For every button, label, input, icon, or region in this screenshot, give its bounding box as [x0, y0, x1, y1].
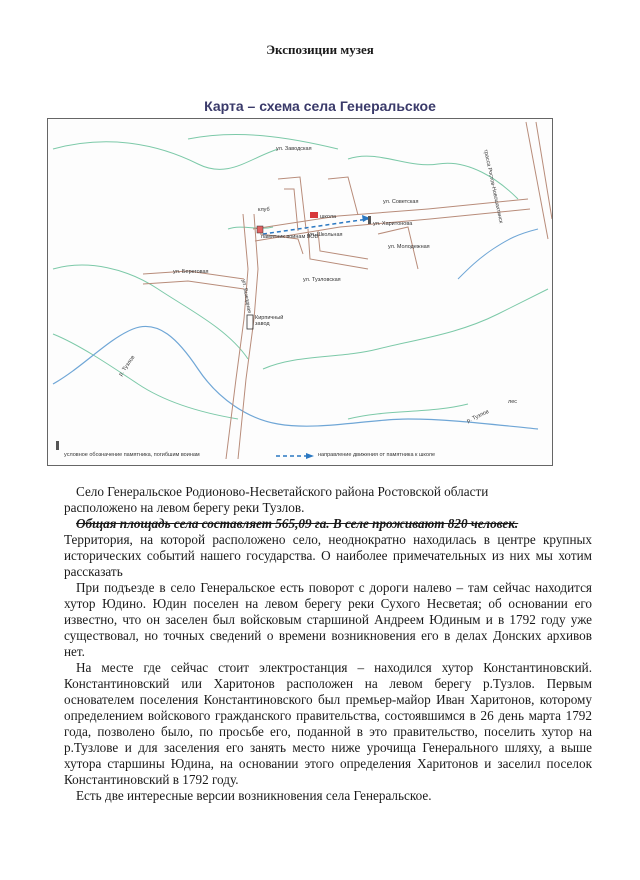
map-label-pamyatnik: памятник воинам ВОВ — [261, 234, 319, 240]
map-label-kirpichniy: Кирпичный завод — [255, 315, 284, 327]
map-label-tuzlov-river-2: р. Тузлов — [466, 409, 490, 425]
map-label-molodezhnaya: ул. Молодежная — [388, 244, 430, 250]
street-road — [328, 177, 358, 215]
river-line — [458, 229, 538, 279]
map-label-tuzlov-river: р. Тузлов — [118, 354, 137, 378]
paragraph-1-line-1: Село Генеральское Родионово-Несветайского района Ростовской области — [76, 484, 489, 499]
map-label-zavodskaya: ул. Заводская — [276, 146, 312, 152]
main-road — [226, 214, 248, 459]
map-label-trassa: трасса Ростов-Новошахтинск — [482, 149, 504, 224]
map-label-tuzlovskaya: ул. Тузловская — [303, 277, 341, 283]
map-label-shkolnaya: ул. Школьная — [308, 232, 343, 238]
school-building — [310, 212, 318, 218]
monument-icon — [56, 441, 59, 450]
paragraph-yudino: При подъезде в село Генеральское есть поворот с дороги налево – там сейчас находится хутор Юдино. Юдин поселен на левом берегу реки Сухого Несветая; об основании его известно, что он заселен был войсковым старшиной Андреем Юдиным и в 1792 году уже существовал, но точных сведений о времени возникновения его в делах Донских архивов нет. — [64, 580, 592, 659]
green-contour — [348, 404, 468, 419]
legend-monument: условное обозначение памятника, погибшим воинам — [64, 452, 200, 458]
street-road — [143, 281, 244, 289]
map-label-khariton: ул. Харитонова — [373, 221, 413, 227]
legend-route: направление движения от памятника к школе — [318, 452, 436, 458]
green-contour — [53, 265, 248, 359]
highway-road — [536, 122, 552, 219]
map-label-les: лес — [508, 399, 518, 405]
paragraph-versions: Есть две интересные версии возникновения села Генеральское. — [76, 788, 432, 803]
map-label-pomoschnaya: ул. Береговая — [173, 269, 209, 275]
map-label-school: школа — [320, 214, 337, 220]
green-contour — [188, 134, 338, 149]
map-label-sovetskaya: ул. Советская — [383, 199, 419, 205]
club-building — [257, 226, 263, 233]
area-statistics: Общая площадь села составляет 565,09 га. В селе проживают 820 человек. — [76, 516, 519, 531]
kirpichniy-mark — [247, 315, 253, 329]
green-contour — [53, 142, 278, 170]
article-text — [64, 484, 592, 804]
highway-road — [526, 122, 548, 239]
main-road — [238, 214, 258, 459]
page-title: Экспозиции музея — [266, 42, 374, 57]
river-line — [53, 326, 538, 429]
legend-arrow-head — [306, 453, 314, 459]
paragraph-1-line-2: расположено на левом берегу реки Тузлов. — [64, 500, 305, 515]
paragraph-territory: Территория, на которой расположено село, неоднократно находилась в центре крупных исторических событий нашего государства. О наиболее примечательных из них мы хотим рассказать — [64, 532, 592, 579]
map-label-klub: клуб — [258, 207, 270, 213]
monument-icon — [368, 216, 371, 224]
village-map — [47, 118, 553, 466]
paragraph-konstantinovsky: На месте где сейчас стоит электростанция – находился хутор Константиновский. Константиновский или Харитонов расположен на левом берегу р.Тузлов. Первым основателем поселения Константиновского был премьер-майор Иван Харитонов, которому определением войскового гражданского правительства, состоявшимся в 26 день марта 1792 года, позволено было, по просьбе его, поданной в это правительство, поселить хутор на р.Тузлове и для заселения его занять место ниже урочища Генерального шляху, а выше хутора старшины Юдина, на основании этого определения Харитонов и заселил поселок Константиновский в 1792 году. — [64, 660, 592, 787]
street-road — [284, 189, 298, 231]
green-contour — [53, 334, 238, 419]
map-label-vyezd: ул. Выездная — [240, 279, 252, 314]
map-title: Карта – схема села Генеральское — [204, 98, 436, 114]
green-contour — [263, 289, 548, 369]
